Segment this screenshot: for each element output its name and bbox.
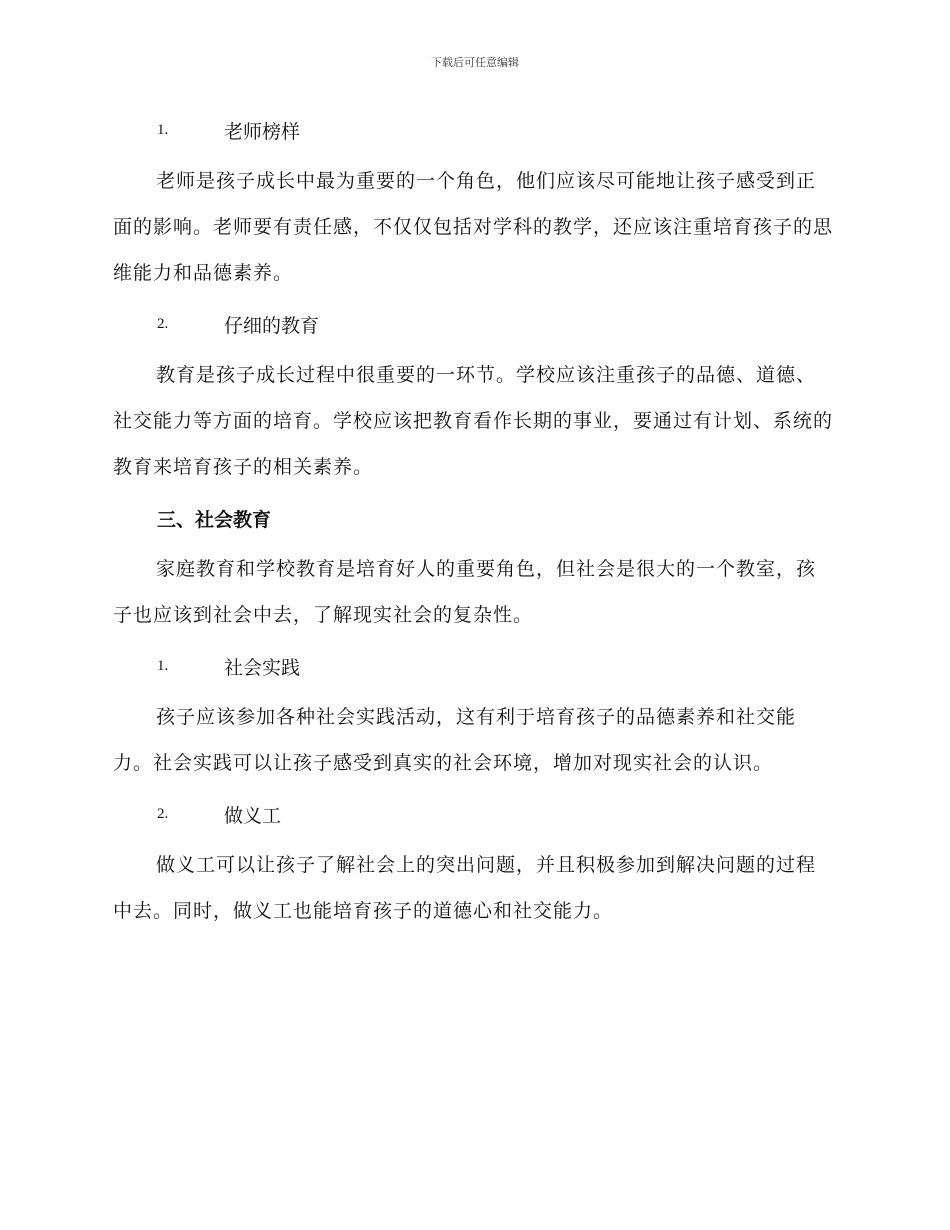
- list-heading-text: 仔细的教育: [224, 314, 320, 337]
- page-header: 下载后可任意编辑: [431, 56, 519, 69]
- paragraph-education: 教育是孩子成长过程中很重要的一环节。学校应该注重孩子的品德、道德、社交能力等方面的培育。学校应该把教育看作长期的事业，要通过有计划、系统的教育来培育孩子的相关素养。: [113, 364, 834, 478]
- paragraph-teacher: 老师是孩子成长中最为重要的一个角色，他们应该尽可能地让孩子感受到正面的影响。老师要有责任感，不仅仅包括对学科的教学，还应该注重培育孩子的思维能力和品德素养。: [113, 170, 834, 284]
- section-heading-social-education: 三、社会教育: [157, 508, 272, 531]
- paragraph-volunteer: 做义工可以让孩子了解社会上的突出问题，并且积极参加到解决问题的过程中去。同时，做义工也能培育孩子的道德心和社交能力。: [113, 854, 817, 922]
- list-heading-text: 老师榜样: [224, 120, 301, 143]
- list-number: 2.: [157, 315, 169, 332]
- paragraph-social-practice: 孩子应该参加各种社会实践活动，这有利于培育孩子的品德素养和社交能力。社会实践可以让孩子感受到真实的社会环境，增加对现实社会的认识。: [113, 706, 797, 774]
- list-heading-careful-education: [157, 308, 833, 340]
- list-number: 1.: [157, 657, 169, 674]
- list-heading-social-practice: [157, 650, 833, 682]
- list-number: 1.: [157, 121, 169, 138]
- list-heading-text: 做义工: [224, 804, 282, 827]
- list-heading-teacher-role-model: [157, 114, 833, 146]
- document-content: [113, 114, 833, 934]
- paragraph-social-education: 家庭教育和学校教育是培育好人的重要角色，但社会是很大的一个教室，孩子也应该到社会中去，了解现实社会的复杂性。: [113, 558, 817, 626]
- list-number: 2.: [157, 805, 169, 822]
- list-heading-volunteer: [157, 798, 833, 830]
- list-heading-text: 社会实践: [224, 656, 301, 679]
